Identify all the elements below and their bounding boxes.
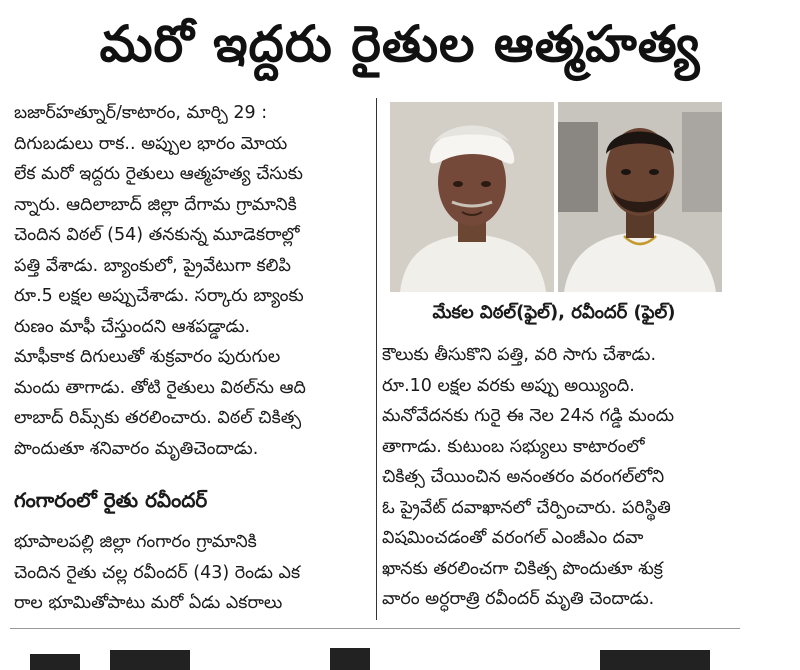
photo-ravinder: [558, 102, 722, 292]
text-line: లాబాద్ రిమ్స్‌కు తరలించారు. విఠల్ చికిత్స: [14, 408, 302, 428]
text-line: మాఫీకాక దిగులుతో శుక్రవారం పురుగుల: [14, 347, 281, 367]
photo-caption: మేకల విఠల్(ఫైల్), రవీందర్ (ఫైల్): [432, 302, 676, 323]
text-line: వారం అర్ధరాత్రి రవీందర్ మృతి చెందాడు.: [382, 589, 655, 609]
text-line: విషమించడంతో వరంగల్ ఎంజీఎం దవా: [382, 528, 644, 548]
text-line: చెందిన విఠల్ (54) తనకున్న మూడెకరాల్లో: [14, 225, 300, 245]
subheading: గంగారంలో రైతు రవీందర్: [14, 488, 208, 512]
left-column-text-2: [14, 527, 372, 619]
text-line: కౌలుకు తీసుకొని పత్తి, వరి సాగు చేశాడు.: [382, 345, 657, 365]
right-column-text: [382, 340, 720, 615]
text-line: మందు తాగాడు. తోటి రైతులు విఠల్‌ను ఆది: [14, 377, 306, 398]
headline: మరో ఇద్దరు రైతుల ఆత్మహత్య: [99, 15, 701, 73]
text-line: రుణం మాఫీ చేస్తుందని ఆశపడ్డాడు.: [14, 316, 251, 337]
farmer-portrait-1-icon: [390, 102, 554, 292]
text-line: దిగుబడులు రాక.. అప్పుల భారం మోయ: [14, 133, 288, 154]
bottom-divider: [10, 628, 740, 629]
text-line: న్నారు. ఆదిలాబాద్ జిల్లా దేగామ గ్రామానికి: [14, 194, 297, 215]
text-line: భూపాలపల్లి జిల్లా గంగారం గ్రామానికి: [14, 532, 257, 552]
text-line: తాగాడు. కుటుంబ సభ్యులు కాటారంలో: [382, 436, 645, 457]
text-line: రూ.10 లక్షల వరకు అప్పు అయ్యింది.: [382, 375, 635, 396]
column-divider: [376, 98, 377, 620]
text-line: పొందుతూ శనివారం మృతిచెందాడు.: [14, 438, 259, 459]
text-line: బజార్‌హత్నూర్/కాటారం, మార్చి 29 :: [14, 103, 268, 123]
text-line: ఓ ప్రైవేట్ దవాఖానలో చేర్పించారు. పరిస్థితి: [382, 497, 671, 518]
next-article-cutoff: [0, 640, 800, 670]
text-line: మనోవేదనకు గురై ఈ నెల 24న గడ్డి మందు: [382, 406, 675, 426]
text-line: రాల భూమితోపాటు మరో ఏడు ఎకరాలు: [14, 593, 283, 613]
text-line: రూ.5 లక్షల అప్పుచేశాడు. సర్కారు బ్యాంకు: [14, 286, 304, 306]
text-line: చికిత్స చేయించిన అనంతరం వరంగల్‌లోని: [382, 467, 665, 487]
text-line: పత్తి వేశాడు. బ్యాంకులో, ప్రైవేటుగా కలిపి: [14, 255, 291, 276]
farmer-portrait-2-icon: [558, 102, 722, 292]
cropped-headline-fragment-icon: [0, 640, 800, 670]
text-line: లేక మరో ఇద్దరు రైతులు ఆత్మహత్య చేసుకు: [14, 164, 303, 184]
text-line: ఖానకు తరలించగా చికిత్స పొందుతూ శుక్ర: [382, 558, 663, 579]
photo-vithal: [390, 102, 554, 292]
left-column-text: [14, 98, 372, 464]
text-line: చెందిన రైతు చల్ల రవీందర్ (43) రెండు ఎక: [14, 562, 301, 583]
